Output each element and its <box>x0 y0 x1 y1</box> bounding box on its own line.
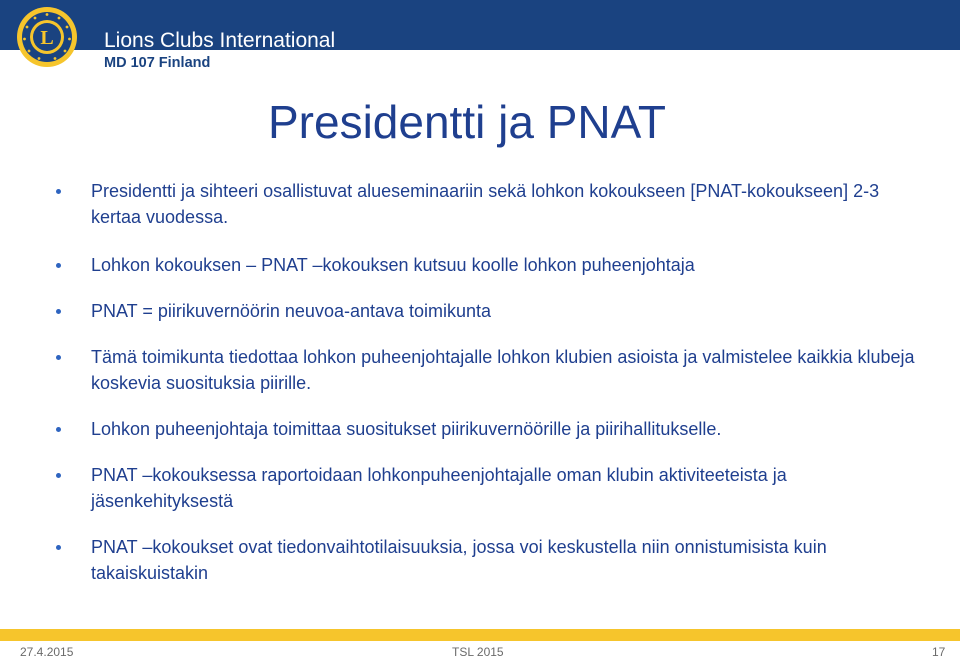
bullet-item <box>56 298 916 324</box>
bullet-dot-icon <box>56 355 61 360</box>
bullet-dot-icon <box>56 309 61 314</box>
bullet-dot-icon <box>56 545 61 550</box>
slide-header <box>0 0 960 74</box>
lions-logo-icon <box>16 6 78 68</box>
bullet-text: Lohkon puheenjohtaja toimittaa suositukset piirikuvernöörille ja piirihallitukselle. <box>91 419 722 439</box>
bullet-item <box>56 462 916 514</box>
bullet-dot-icon <box>56 427 61 432</box>
footer-bar <box>0 629 960 641</box>
org-subtitle: MD 107 Finland <box>104 55 211 71</box>
footer-center-text: TSL 2015 <box>452 645 504 659</box>
logo-letter: L <box>40 27 54 49</box>
bullet-text: Presidentti ja sihteeri osallistuvat alueseminaariin sekä lohkon kokoukseen [PNAT-kokoukseen] 2-3 kertaa vuodessa. <box>91 181 880 227</box>
bullet-item <box>56 344 916 396</box>
bullet-text: PNAT –kokoukset ovat tiedonvaihtotilaisuuksia, jossa voi keskustella niin onnistumisista kuin takaiskuistakin <box>91 537 827 583</box>
bullet-text: Tämä toimikunta tiedottaa lohkon puheenjohtajalle lohkon klubien asioista ja valmistelee kaikkia klubeja koskevia suosituksia piirille. <box>91 347 915 393</box>
bullet-item <box>56 534 916 586</box>
footer-date: 27.4.2015 <box>20 645 74 659</box>
org-name: Lions Clubs International <box>104 29 336 52</box>
page-number: 17 <box>932 645 946 659</box>
bullet-text: Lohkon kokouksen – PNAT –kokouksen kutsuu koolle lohkon puheenjohtaja <box>91 255 695 275</box>
slide-title: Presidentti ja PNAT <box>268 96 666 148</box>
bullet-item <box>56 252 916 278</box>
bullet-dot-icon <box>56 263 61 268</box>
bullet-text: PNAT = piirikuvernöörin neuvoa-antava toimikunta <box>91 301 492 321</box>
bullet-dot-icon <box>56 189 61 194</box>
bullet-item <box>56 416 916 442</box>
bullet-dot-icon <box>56 473 61 478</box>
bullet-text: PNAT –kokouksessa raportoidaan lohkonpuheenjohtajalle oman klubin aktiviteeteista ja jäsenkehityksestä <box>91 465 787 511</box>
bullet-list <box>56 178 916 586</box>
bullet-item <box>56 178 916 230</box>
